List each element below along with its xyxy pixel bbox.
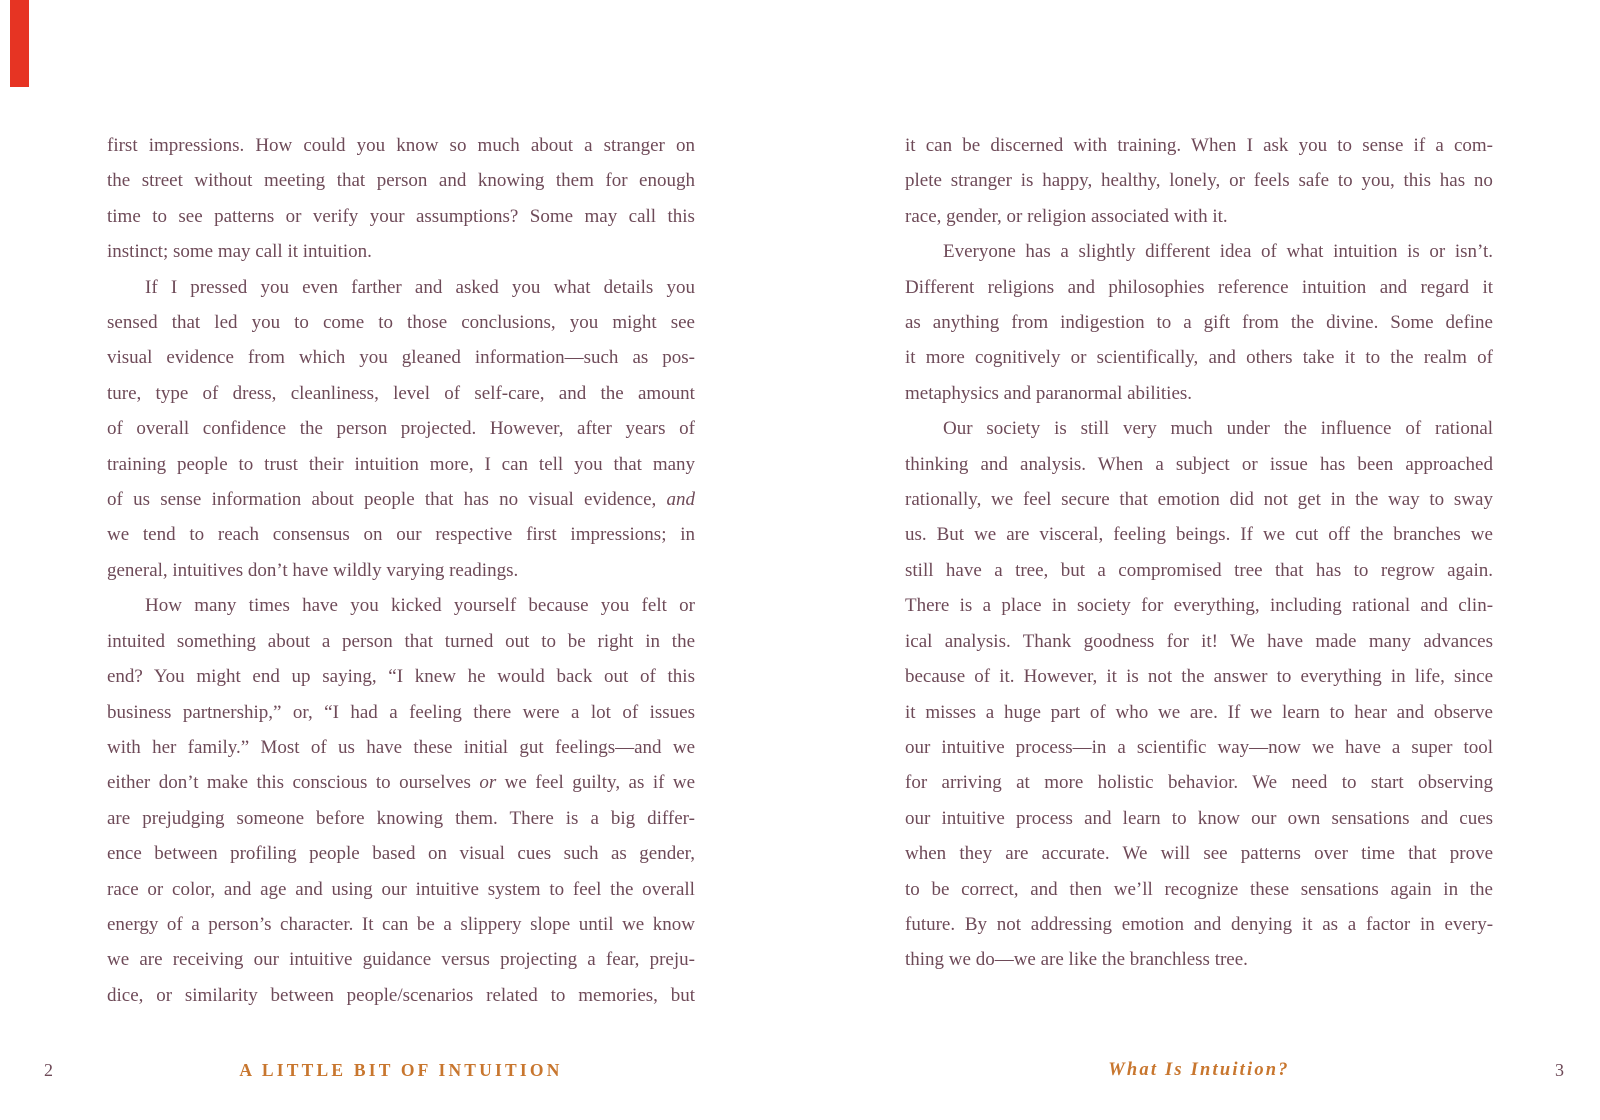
text-line-content: with her family.” Most of us have these initial gut feelings—and we bbox=[107, 736, 695, 758]
text-line-content: we are receiving our intuitive guidance versus projecting a fear, preju- bbox=[107, 949, 695, 971]
text-line-content: Different religions and philosophies reference intuition and regard it bbox=[905, 276, 1493, 298]
text-line bbox=[905, 907, 1493, 942]
text-line bbox=[905, 305, 1493, 340]
text-line bbox=[107, 305, 695, 340]
text-line bbox=[107, 340, 695, 375]
text-line-content: There is a place in society for everything, including rational and clin- bbox=[905, 595, 1493, 617]
running-title-left: A LITTLE BIT OF INTUITION bbox=[239, 1060, 563, 1080]
italic-word: or bbox=[479, 772, 497, 794]
text-line bbox=[905, 376, 1493, 411]
text-line-content: it misses a huge part of who we are. If we learn to hear and observe bbox=[905, 701, 1493, 723]
text-line bbox=[107, 872, 695, 907]
text-line bbox=[905, 872, 1493, 907]
text-line-content: either don’t make this conscious to ourselves or we feel guilty, as if we bbox=[107, 772, 695, 794]
text-line-content: of overall confidence the person projected. However, after years of bbox=[107, 418, 695, 440]
text-line bbox=[905, 553, 1493, 588]
text-line-content: race or color, and age and using our intuitive system to feel the overall bbox=[107, 878, 695, 900]
text-line-content: the street without meeting that person and knowing them for enough bbox=[107, 170, 695, 192]
text-line bbox=[107, 482, 695, 517]
text-line bbox=[905, 234, 1493, 269]
text-line bbox=[905, 730, 1493, 765]
text-line-content: ture, type of dress, cleanliness, level of self-care, and the amount bbox=[107, 382, 695, 404]
text-line-content: training people to trust their intuition more, I can tell you that many bbox=[107, 453, 695, 475]
text-line bbox=[905, 588, 1493, 623]
text-line bbox=[905, 482, 1493, 517]
text-line-content: Our society is still very much under the influence of rational bbox=[943, 418, 1493, 440]
text-line bbox=[905, 836, 1493, 871]
text-line bbox=[107, 376, 695, 411]
text-line bbox=[107, 270, 695, 305]
text-line bbox=[107, 942, 695, 977]
text-line-content: instinct; some may call it intuition. bbox=[107, 241, 372, 263]
text-line bbox=[905, 695, 1493, 730]
text-line-content: first impressions. How could you know so much about a stranger on bbox=[107, 135, 695, 156]
text-line bbox=[107, 588, 695, 623]
text-line bbox=[107, 907, 695, 942]
text-line bbox=[905, 128, 1493, 163]
text-line-content: general, intuitives don’t have wildly varying readings. bbox=[107, 559, 519, 581]
text-line bbox=[905, 659, 1493, 694]
text-line bbox=[107, 765, 695, 800]
text-line-content: future. By not addressing emotion and denying it as a factor in every- bbox=[905, 913, 1493, 935]
text-line-content: when they are accurate. We will see patterns over time that prove bbox=[905, 843, 1493, 865]
page-number-left: 2 bbox=[44, 1060, 53, 1080]
text-line bbox=[107, 659, 695, 694]
text-line-content: energy of a person’s character. It can be a slippery slope until we know bbox=[107, 913, 695, 935]
text-line-content: it can be discerned with training. When I ask you to sense if a com- bbox=[905, 135, 1493, 156]
text-line-content: sensed that led you to come to those conclusions, you might see bbox=[107, 312, 695, 334]
text-line-content: of us sense information about people that has no visual evidence, and bbox=[107, 489, 695, 511]
text-line-content: to be correct, and then we’ll recognize these sensations again in the bbox=[905, 878, 1493, 900]
text-line bbox=[905, 270, 1493, 305]
text-line-content: because of it. However, it is not the answer to everything in life, since bbox=[905, 666, 1493, 688]
text-line-content: business partnership,” or, “I had a feeling there were a lot of issues bbox=[107, 701, 695, 723]
text-line-content: our intuitive process and learn to know our own sensations and cues bbox=[905, 807, 1493, 829]
text-line-content: are prejudging someone before knowing them. There is a big differ- bbox=[107, 807, 695, 829]
text-line-content: end? You might end up saying, “I knew he would back out of this bbox=[107, 666, 695, 688]
text-line-content: still have a tree, but a compromised tree that has to regrow again. bbox=[905, 559, 1493, 581]
text-line-content: ical analysis. Thank goodness for it! We have made many advances bbox=[905, 630, 1493, 652]
text-line-content: it more cognitively or scientifically, and others take it to the realm of bbox=[905, 347, 1493, 369]
text-line-content: If I pressed you even farther and asked you what details you bbox=[145, 276, 695, 298]
text-line bbox=[107, 199, 695, 234]
text-line-content: for arriving at more holistic behavior. We need to start observing bbox=[905, 772, 1493, 794]
text-line bbox=[107, 447, 695, 482]
text-line-content: visual evidence from which you gleaned information—such as pos- bbox=[107, 347, 695, 369]
text-line bbox=[107, 411, 695, 446]
text-line-content: ence between profiling people based on visual cues such as gender, bbox=[107, 843, 695, 865]
text-line-content: us. But we are visceral, feeling beings. If we cut off the branches we bbox=[905, 524, 1493, 546]
text-line-content: rationally, we feel secure that emotion did not get in the way to sway bbox=[905, 489, 1493, 511]
text-line bbox=[107, 695, 695, 730]
text-line-content: dice, or similarity between people/scenarios related to memories, but bbox=[107, 984, 695, 1006]
text-line bbox=[107, 730, 695, 765]
text-line bbox=[905, 942, 1493, 977]
text-line bbox=[107, 978, 695, 1013]
text-line-content: intuited something about a person that turned out to be right in the bbox=[107, 630, 695, 652]
text-line bbox=[107, 553, 695, 588]
text-line bbox=[905, 199, 1493, 234]
page-number-right: 3 bbox=[1555, 1060, 1564, 1080]
text-line-content: as anything from indigestion to a gift from the divine. Some define bbox=[905, 312, 1493, 334]
text-line bbox=[905, 517, 1493, 552]
text-line bbox=[107, 836, 695, 871]
text-line bbox=[107, 517, 695, 552]
text-line bbox=[905, 801, 1493, 836]
text-line-content: time to see patterns or verify your assumptions? Some may call this bbox=[107, 205, 695, 227]
text-line bbox=[107, 163, 695, 198]
text-line-content: race, gender, or religion associated with it. bbox=[905, 205, 1228, 227]
text-line bbox=[905, 163, 1493, 198]
running-title-right: What Is Intuition? bbox=[1108, 1060, 1290, 1080]
text-line-content: plete stranger is happy, healthy, lonely, or feels safe to you, this has no bbox=[905, 170, 1493, 192]
text-line bbox=[905, 411, 1493, 446]
text-line bbox=[107, 624, 695, 659]
text-line-content: metaphysics and paranormal abilities. bbox=[905, 382, 1193, 404]
accent-bar bbox=[10, 0, 29, 87]
right-page-text-column bbox=[905, 128, 1493, 978]
text-line-content: Everyone has a slightly different idea of what intuition is or isn’t. bbox=[943, 241, 1493, 263]
text-line bbox=[107, 234, 695, 269]
text-line bbox=[905, 624, 1493, 659]
text-line-content: thinking and analysis. When a subject or issue has been approached bbox=[905, 453, 1493, 475]
text-line bbox=[905, 447, 1493, 482]
left-page-text-column bbox=[107, 128, 695, 1013]
text-line-content: our intuitive process—in a scientific way—now we have a super tool bbox=[905, 736, 1493, 758]
text-line bbox=[905, 340, 1493, 375]
text-line bbox=[905, 765, 1493, 800]
italic-word: and bbox=[666, 489, 695, 511]
text-line bbox=[107, 128, 695, 163]
text-line-content: thing we do—we are like the branchless tree. bbox=[905, 949, 1248, 971]
text-line-content: we tend to reach consensus on our respective first impressions; in bbox=[107, 524, 695, 546]
text-line-content: How many times have you kicked yourself because you felt or bbox=[145, 595, 695, 617]
text-line bbox=[107, 801, 695, 836]
